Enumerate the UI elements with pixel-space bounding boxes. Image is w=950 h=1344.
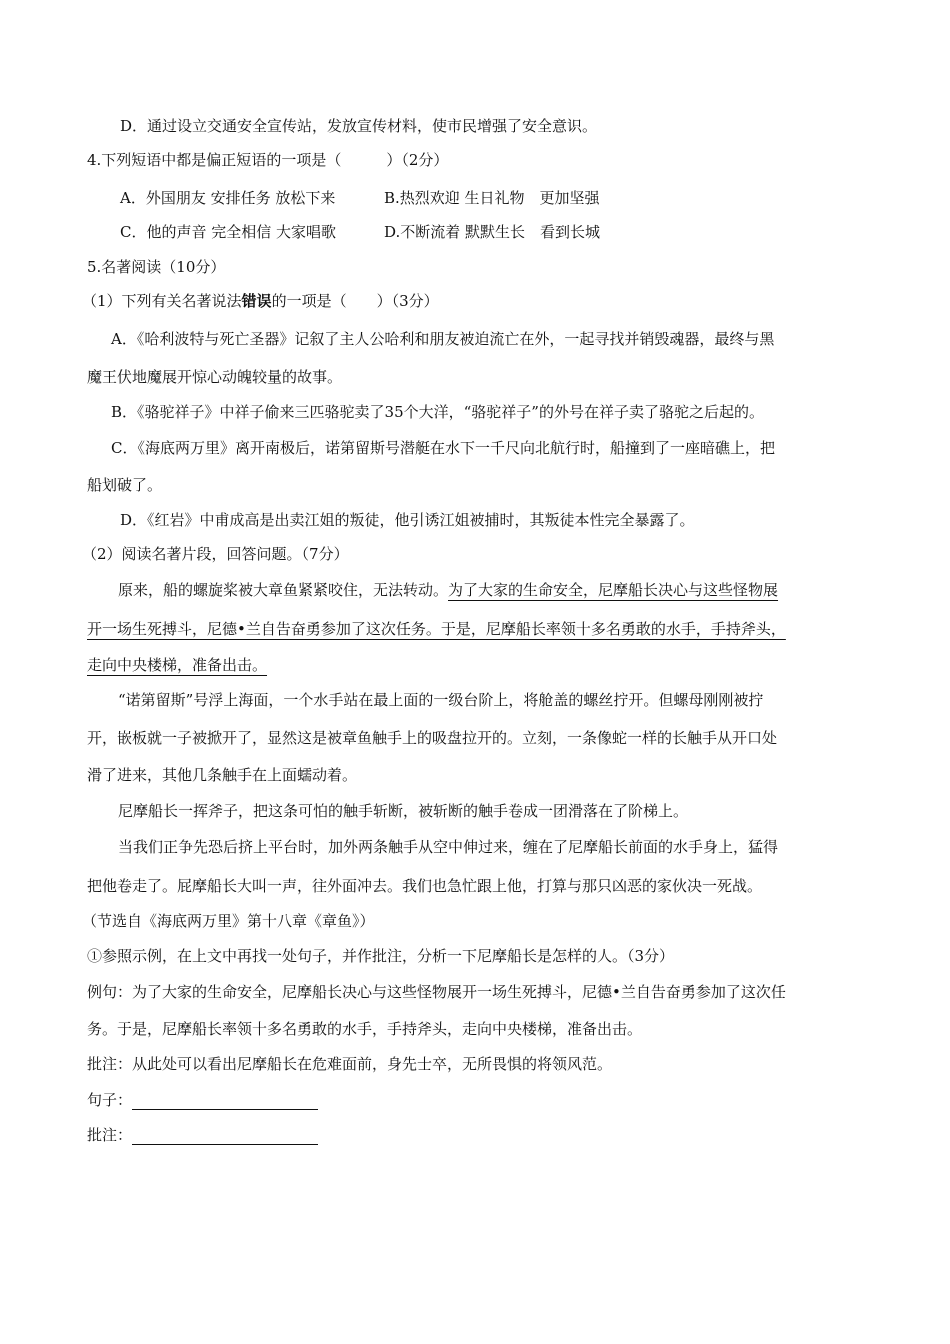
question-4-options-row-1 [120, 188, 600, 208]
passage-paragraph-2-line-3: 滑了进来，其他几条触手在上面蠕动着。 [87, 766, 358, 784]
sentence-label: 句子： [87, 1091, 133, 1109]
passage-paragraph-3: 尼摩船长一挥斧子，把这条可怕的触手斩断，被斩断的触手卷成一团滑落在了阶梯上。 [118, 802, 689, 820]
note-answer-row [87, 1125, 318, 1145]
q5-sub-question-2: （2）阅读名著片段，回答问题。（7分） [82, 545, 349, 563]
q5-option-b-line-1: B．《骆驼祥子》中祥子偷来三匹骆驼卖了35个大洋，“骆驼祥子”的外号在祥子卖了骆驼之后起的。 [111, 403, 764, 421]
passage-paragraph-4-line-2: 把他卷走了。屁摩船长大叫一声，往外面冲去。我们也急忙跟上他，打算与那只凶恶的家伙决一死战。 [87, 877, 763, 895]
q4-option-d: D.不断流着 默默生长 看到长城 [384, 223, 601, 241]
q4-option-a: A．外国朋友 安排任务 放松下来 [120, 189, 336, 207]
example-sentence-line-2: 务。于是，尼摩船长率领十多名勇敢的水手，手持斧头，走向中央楼梯，准备出击。 [87, 1020, 643, 1038]
example-annotation: 批注：从此处可以看出尼摩船长在危难面前，身先士卒，无所畏惧的将领风范。 [87, 1055, 613, 1073]
q4-option-b: B.热烈欢迎 生日礼物 更加坚强 [384, 189, 600, 207]
emphasis-wrong: 错误 [241, 292, 272, 310]
option-d-line: D．通过设立交通安全宣传站，发放宣传材料，使市民增强了安全意识。 [120, 117, 598, 135]
note-label: 批注： [87, 1126, 133, 1144]
q4-option-c: C．他的声音 完全相信 大家唱歌 [120, 223, 337, 241]
sentence-answer-row [87, 1090, 318, 1110]
sentence-answer-blank[interactable] [132, 1093, 318, 1110]
passage-paragraph-1-line-1: 原来，船的螺旋桨被大章鱼紧紧咬住，无法转动。为了大家的生命安全，尼摩船长决心与这些怪物展 [118, 581, 779, 599]
q5-option-a-line-2: 魔王伏地魔展开惊心动魄较量的故事。 [87, 368, 343, 386]
note-answer-blank[interactable] [132, 1128, 318, 1145]
q5-option-d-line-1: D．《红岩》中甫成高是出卖江姐的叛徒，他引诱江姐被捕时，其叛徒本性完全暴露了。 [120, 511, 695, 529]
question-4-options-row-2 [120, 222, 600, 242]
question-4-stem: 4.下列短语中都是偏正短语的一项是（ ）（2分） [87, 151, 449, 169]
task-instruction: ①参照示例，在上文中再找一处句子，并作批注，分析一下尼摩船长是怎样的人。（3分） [87, 947, 675, 965]
q5-option-c-line-2: 船划破了。 [87, 476, 163, 494]
passage-paragraph-2-line-2: 开，嵌板就一子被掀开了，显然这是被章鱼触手上的吸盘拉开的。立刻，一条像蛇一样的长触手从开口处 [87, 729, 778, 747]
q5-option-c-line-1: C．《海底两万里》离开南极后，诺第留斯号潜艇在水下一千尺向北航行时，船撞到了一座暗礁上，把 [111, 439, 775, 457]
q5-option-a-line-1: A．《哈利波特与死亡圣器》记叙了主人公哈利和朋友被迫流亡在外，一起寻找并销毁魂器，最终与黑 [111, 330, 775, 348]
passage-paragraph-4-line-1: 当我们正争先恐后挤上平台时，加外两条触手从空中伸过来，缠在了尼摩船长前面的水手身上，猛得 [118, 838, 779, 856]
underlined-example-sentence: 为了大家的生命安全，尼摩船长决心与这些怪物展 [448, 581, 779, 599]
q5-sub-question-1: （1）下列有关名著说法错误的一项是（ ）（3分） [82, 292, 439, 310]
passage-paragraph-1-line-2: 开一场生死搏斗，尼德•兰自告奋勇参加了这次任务。于是，尼摩船长率领十多名勇敢的水手，手持斧头， [87, 620, 786, 638]
passage-source: （节选自《海底两万里》第十八章《章鱼》） [82, 912, 375, 930]
question-5-heading: 5.名著阅读（10分） [87, 258, 226, 276]
passage-paragraph-2-line-1: “诺第留斯”号浮上海面，一个水手站在最上面的一级台阶上，将舱盖的螺丝拧开。但螺母刚刚被拧 [118, 691, 764, 709]
passage-paragraph-1-line-3: 走向中央楼梯，准备出击。 [87, 656, 268, 674]
example-sentence-line-1: 例句：为了大家的生命安全，尼摩船长决心与这些怪物展开一场生死搏斗，尼德•兰自告奋勇参加了这次任 [87, 983, 786, 1001]
